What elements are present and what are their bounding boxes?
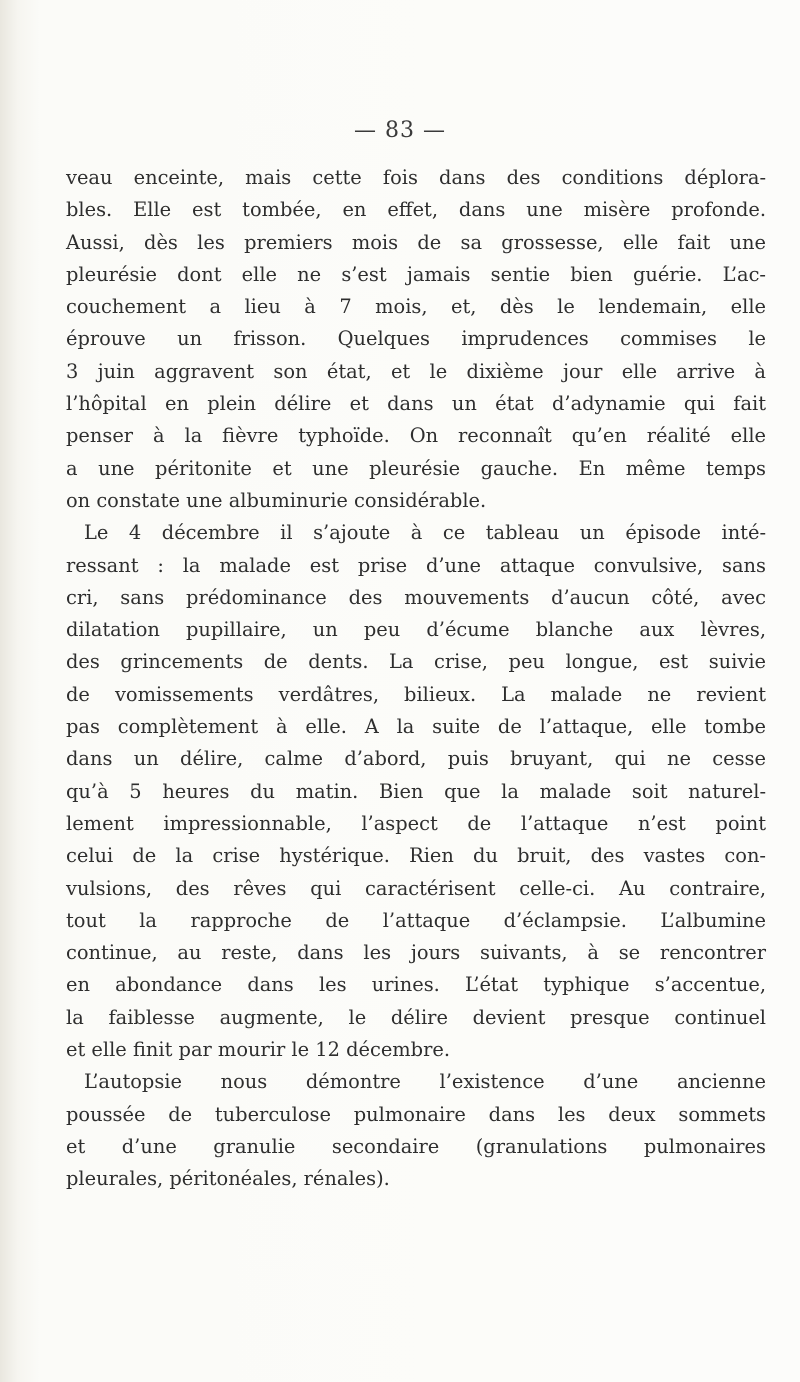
text-line: Aussi, dès les premiers mois de sa grossesse, elle fait une bbox=[66, 230, 766, 254]
text-line: continue, au reste, dans les jours suivants, à se rencontrer bbox=[66, 941, 766, 965]
text-line: lement impressionnable, l’aspect de l’attaque n’est point bbox=[66, 811, 766, 835]
text-line: bles. Elle est tombée, en effet, dans une misère profonde. bbox=[66, 198, 766, 222]
text-line: dilatation pupillaire, un peu d’écume blanche aux lèvres, bbox=[66, 618, 766, 642]
text-line: poussée de tuberculose pulmonaire dans les deux sommets bbox=[66, 1102, 766, 1126]
body-text bbox=[66, 162, 766, 1196]
text-line: veau enceinte, mais cette fois dans des conditions déplora- bbox=[66, 166, 766, 189]
text-line: cri, sans prédominance des mouvements d’aucun côté, avec bbox=[66, 585, 766, 609]
text-line: pas complètement à elle. A la suite de l’attaque, elle tombe bbox=[66, 715, 766, 739]
text-line: des grincements de dents. La crise, peu longue, est suivie bbox=[66, 650, 766, 674]
text-line: pleurales, péritonéales, rénales). bbox=[66, 1167, 390, 1191]
text-line: éprouve un frisson. Quelques imprudences commises le bbox=[66, 327, 766, 351]
text-line: 3 juin aggravent son état, et le dixième jour elle arrive à bbox=[66, 359, 766, 383]
text-line: on constate une albuminurie considérable. bbox=[66, 488, 487, 512]
text-line: et elle finit par mourir le 12 décembre. bbox=[66, 1038, 450, 1062]
page-number: — 83 — bbox=[354, 118, 446, 143]
text-line: la faiblesse augmente, le délire devient presque continuel bbox=[66, 1005, 766, 1029]
text-line: penser à la fièvre typhoïde. On reconnaît qu’en réalité elle bbox=[66, 424, 766, 448]
text-line: a une péritonite et une pleurésie gauche. En même temps bbox=[66, 456, 766, 480]
text-line: ressant : la malade est prise d’une attaque convulsive, sans bbox=[66, 553, 766, 577]
text-line: dans un délire, calme d’abord, puis bruyant, qui ne cesse bbox=[66, 747, 766, 771]
text-line: en abondance dans les urines. L’état typhique s’accentue, bbox=[66, 973, 766, 997]
text-line: pleurésie dont elle ne s’est jamais sentie bien guérie. L’ac- bbox=[66, 262, 766, 286]
text-line: l’hôpital en plein délire et dans un état d’adynamie qui fait bbox=[66, 392, 766, 416]
text-line: et d’une granulie secondaire (granulations pulmonaires bbox=[66, 1134, 766, 1158]
text-line: Le 4 décembre il s’ajoute à ce tableau un épisode inté- bbox=[84, 521, 766, 545]
text-line: qu’à 5 heures du matin. Bien que la malade soit naturel- bbox=[66, 779, 766, 803]
text-line: L’autopsie nous démontre l’existence d’une ancienne bbox=[84, 1070, 766, 1094]
text-line: vulsions, des rêves qui caractérisent celle-ci. Au contraire, bbox=[66, 876, 766, 900]
text-line: tout la rapproche de l’attaque d’éclampsie. L’albumine bbox=[66, 908, 766, 932]
text-line: celui de la crise hystérique. Rien du bruit, des vastes con- bbox=[66, 844, 766, 868]
text-line: de vomissements verdâtres, bilieux. La malade ne revient bbox=[66, 682, 766, 706]
text-line: couchement a lieu à 7 mois, et, dès le lendemain, elle bbox=[66, 295, 766, 319]
